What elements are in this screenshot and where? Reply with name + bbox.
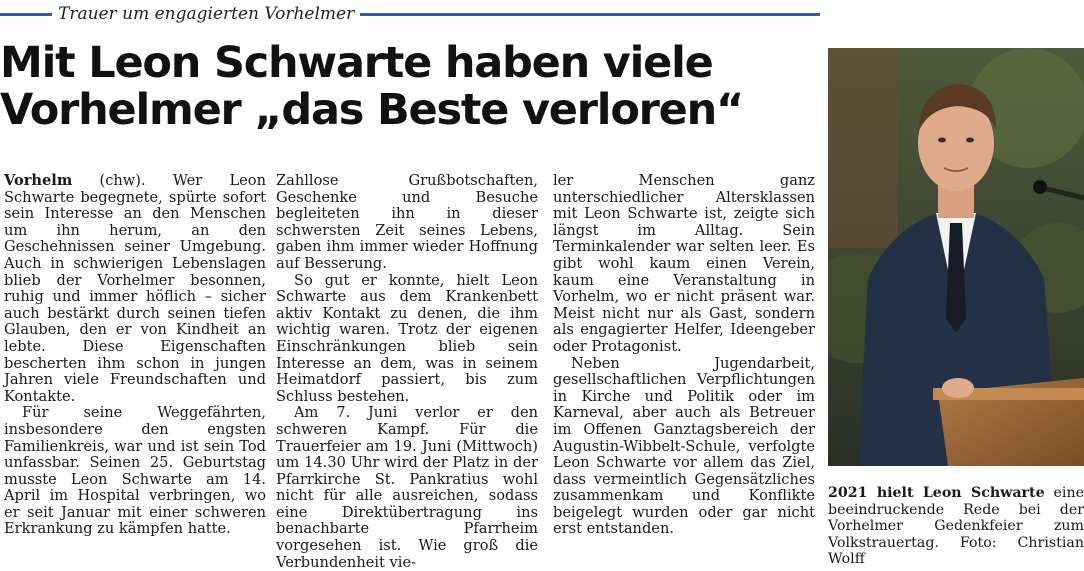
kicker-rule-right	[360, 13, 820, 16]
article-paragraph: So gut er konnte, hielt Leon Schwarte aus dem Krankenbett aktiv Kontakt zu denen, die ihm wichtig waren. Trotz der eigenen Einschränkungen blieb sein Interesse an dem, was in seinem Heimatdorf passiert, bis zum Schluss bestehen.	[276, 271, 538, 405]
headline-line-1: Mit Leon Schwarte haben viele	[0, 38, 713, 88]
article-column-2	[276, 173, 538, 571]
kicker-text: Trauer um engagierten Vorhelmer	[58, 4, 355, 24]
kicker-bar	[0, 2, 820, 26]
article-paragraph: ler Menschen ganz unterschiedlicher Altersklassen mit Leon Schwarte ist, zeigte sich längst im Alltag. Sein Terminkalender war selten leer. Es gibt wohl kaum einen Verein, kaum eine Veranstaltung in Vorhelm, wo er nicht präsent war. Meist nicht nur als Gast, sondern als engagierter Helfer, Ideengeber oder Protagonist.	[553, 172, 815, 355]
article-paragraph: Zahllose Grußbotschaften, Geschenke und Besuche begleiteten ihn in dieser schwersten Zeit seines Lebens, gaben ihm immer wieder Hoffnung auf Besserung.	[276, 172, 538, 272]
article-paragraph: Neben Jugendarbeit, gesellschaftlichen Verpflichtungen in Kirche und Politik oder im Karneval, aber auch als Betreuer im Offenen Ganztagsbereich der Augustin-Wibbelt-Schule, verfolgte Leon Schwarte vor allem das Ziel, dass vermeintlich Gegensätzliches zusammenkam und Konflikte beigelegt wurden oder gar nicht erst entstanden.	[553, 354, 815, 538]
article-column-3	[553, 173, 815, 538]
photo-caption	[828, 485, 1084, 568]
kicker-rule-left	[0, 13, 52, 16]
portrait-photo	[828, 48, 1084, 466]
photo-illustration	[828, 48, 1084, 466]
article-column-1	[4, 173, 266, 538]
headline-line-2: Vorhelmer „das Beste verloren“	[0, 85, 744, 135]
caption-lead: 2021 hielt Leon Schwarte	[828, 485, 1045, 501]
dateline: Vorhelm	[4, 172, 73, 189]
article-paragraph: Für seine Weggefährten, insbesondere den engsten Familienkreis, war und ist sein Tod unfassbar. Seinen 25. Geburtstag musste Leon Schwarte am 14. April im Hospital verbringen, wo er seit Januar mit einer schweren Erkrankung zu kämpfen hatte.	[4, 404, 266, 538]
article-paragraph	[4, 173, 266, 405]
article-paragraph: Am 7. Juni verlor er den schweren Kampf. Für die Trauerfeier am 19. Juni (Mittwoch) um 14.30 Uhr wird der Platz in der Pfarrkirche St. Pankratius wohl nicht für alle ausreichen, sodass eine Direktübertragung ins benachbarte Pfarrheim vorgesehen ist. Wie groß die Verbundenheit vie-	[276, 404, 538, 571]
paragraph-text: (chw). Wer Leon Schwarte begegnete, spürte sofort sein Interesse an den Menschen um ihn herum, an den Geschehnissen seiner Umgebung. Auch in schwierigen Lebenslagen blieb der Vorhelmer besonnen, ruhig und immer höflich – sicher auch bestärkt durch seinen tiefen Glauben, den er von Kindheit an lebte. Diese Eigenschaften bescherten ihm schon in jungen Jahren viele Freundschaften und Kontakte.	[4, 172, 266, 405]
caption-text: eine beeindruckende Rede bei der Vorhelmer Gedenkfeier zum Volkstrauertag. Foto: Christian Wolff	[828, 485, 1084, 568]
headline	[0, 40, 820, 134]
